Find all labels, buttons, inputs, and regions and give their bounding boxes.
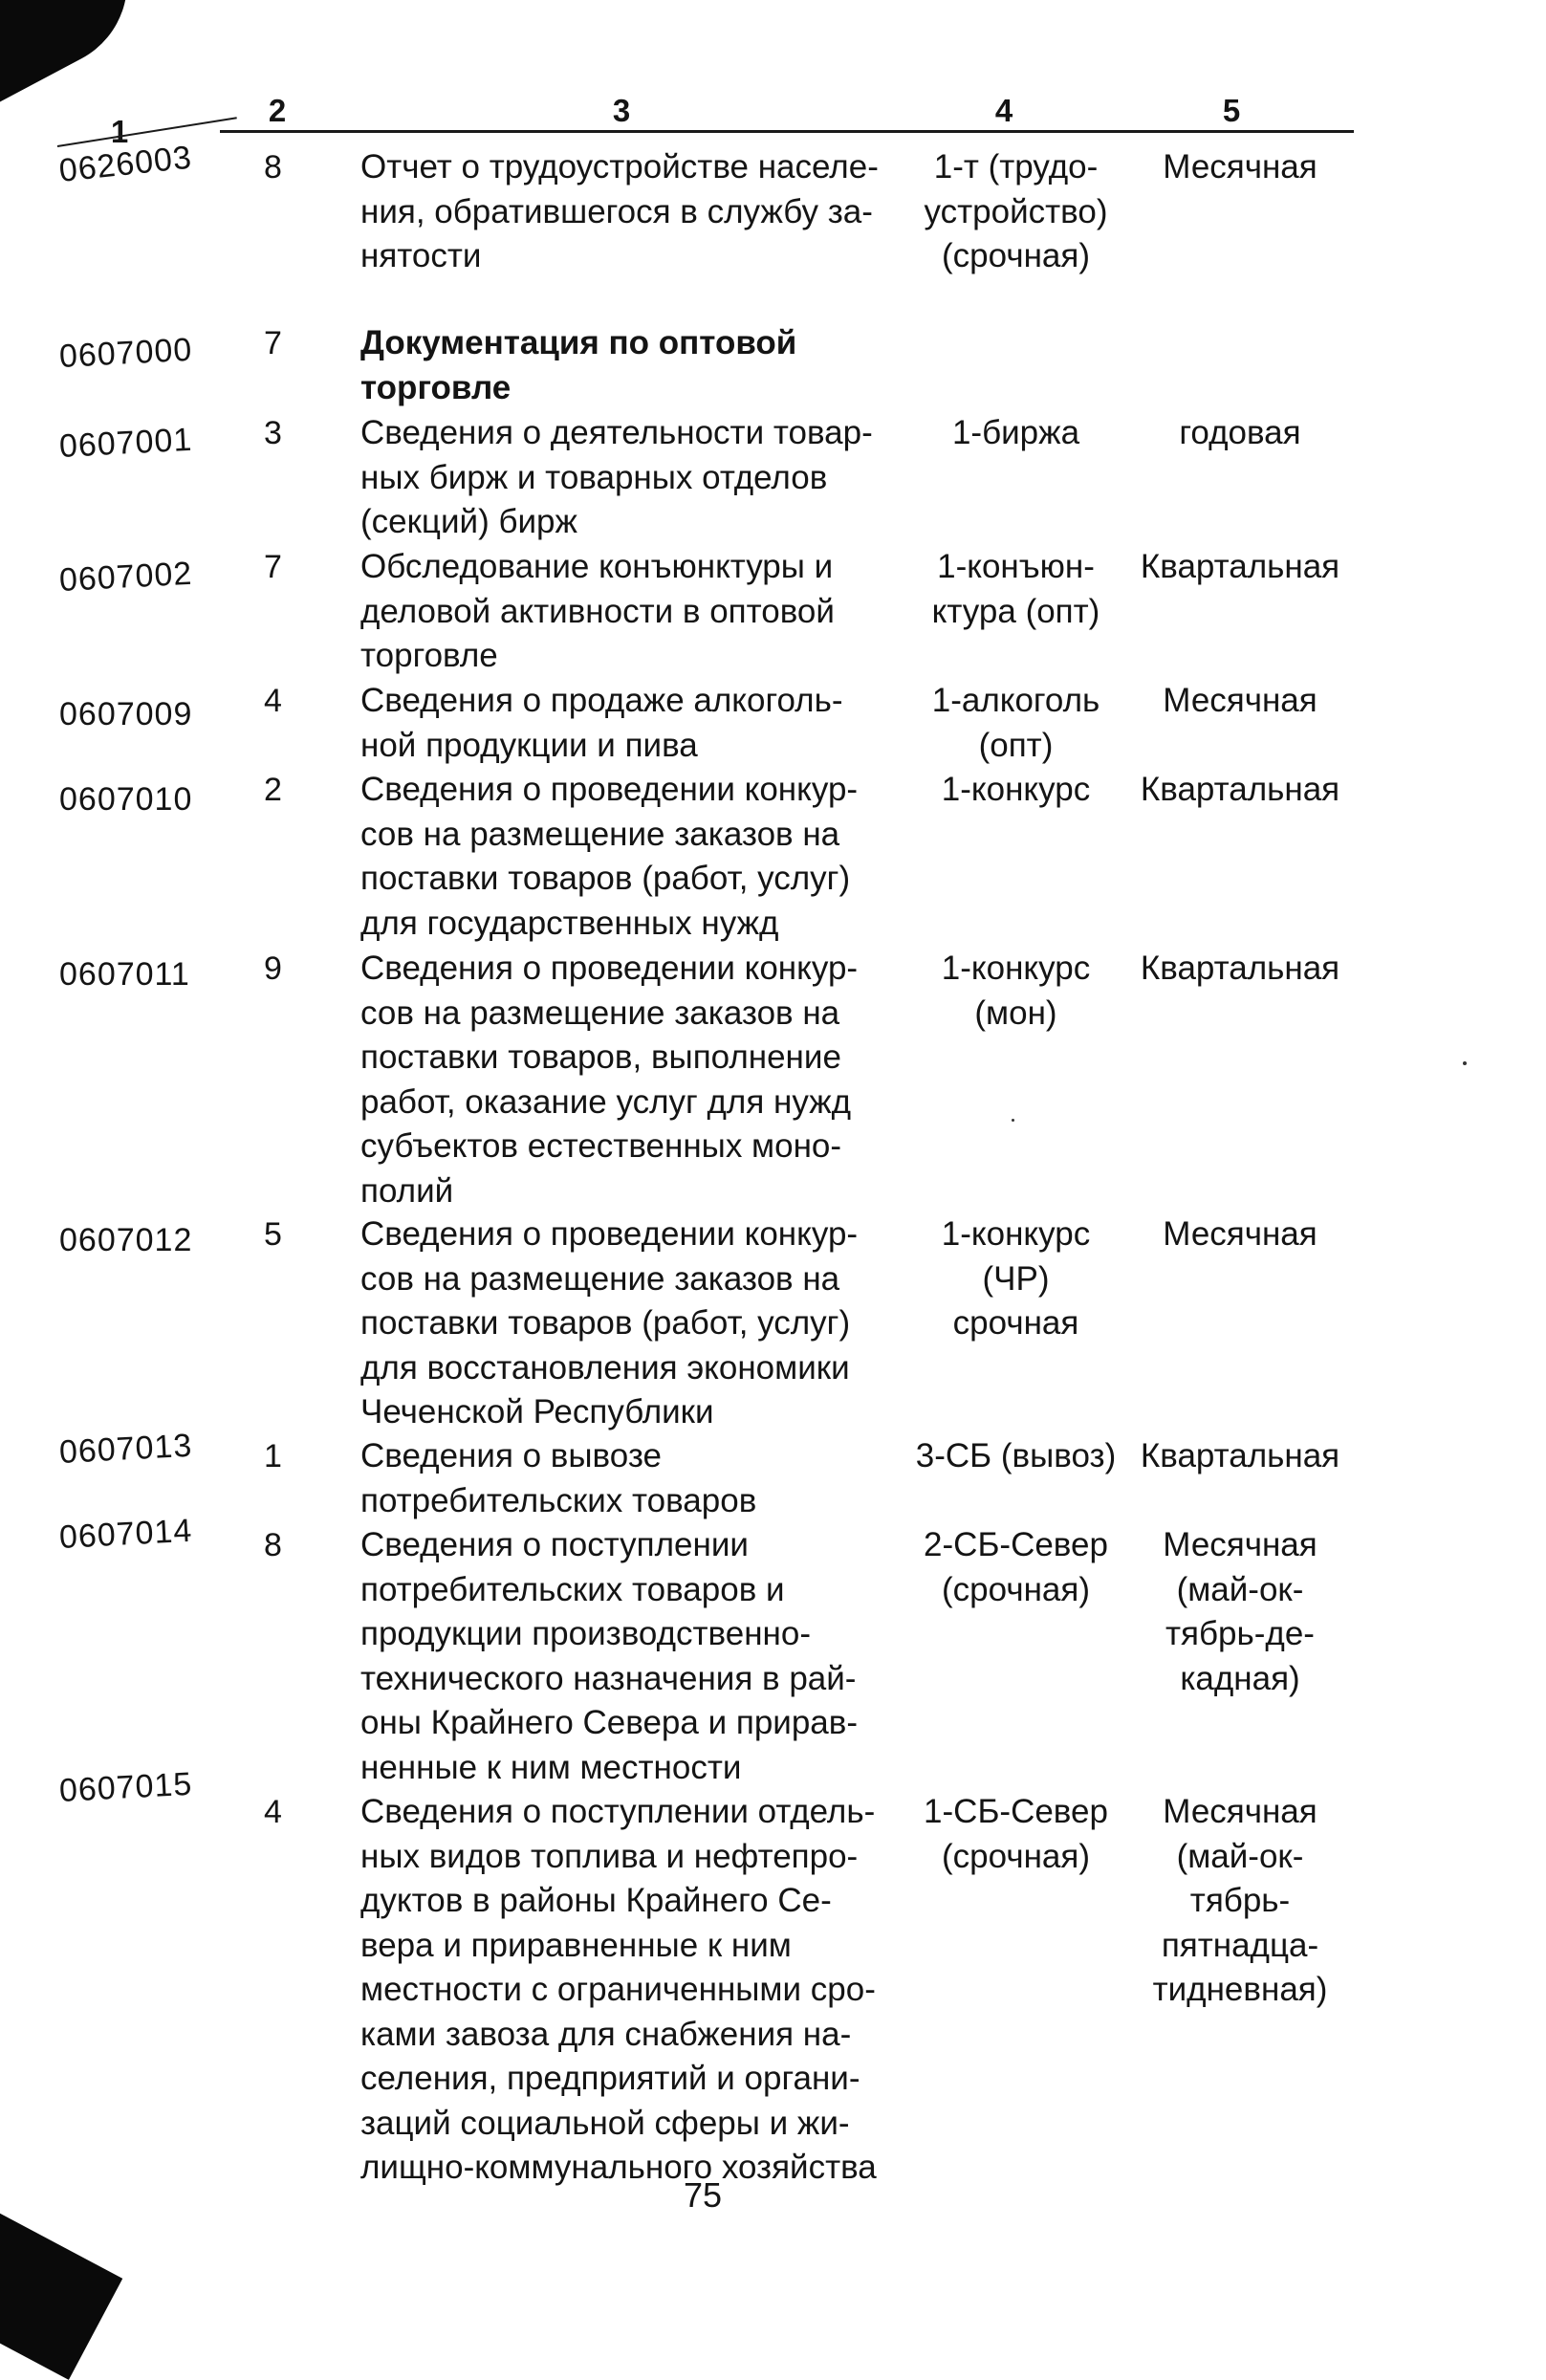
row-code: 0607002 xyxy=(58,555,194,599)
row-description: Сведения о продаже алкоголь- ной продукции и пива xyxy=(360,682,843,764)
column-header-4: 4 xyxy=(994,93,1013,128)
row-code: 0607013 xyxy=(58,1427,194,1471)
row-period: Месячная (май-ок- тябрь-де- кадная) xyxy=(1163,1526,1317,1697)
row-number: 8 xyxy=(264,149,282,186)
row-description: Отчет о трудоустройстве населе- ния, обратившегося в службу за- нятости xyxy=(360,148,879,274)
header-rule xyxy=(220,130,1354,133)
row-code: 0607001 xyxy=(58,421,194,465)
row-code: 0607015 xyxy=(58,1765,194,1809)
row-number: 7 xyxy=(264,549,282,585)
row-form: 1-СБ-Север (срочная) xyxy=(924,1793,1108,1875)
row-period: Квартальная xyxy=(1140,1437,1340,1474)
row-form: 1-конкурс (ЧР) срочная xyxy=(941,1215,1091,1342)
row-form: 1-биржа xyxy=(951,414,1080,451)
row-number: 4 xyxy=(264,1794,282,1830)
row-code: 0607014 xyxy=(58,1512,194,1556)
row-description: Сведения о деятельности товар- ных бирж и товарных отделов (секций) бирж xyxy=(360,414,873,540)
row-code: 0607011 xyxy=(59,956,190,993)
row-description: Сведения о поступлении отдель- ных видов топлива и нефтепро- дуктов в районы Крайнего Се- вера и приравненные к ним местности с ограниченными сро- ками завоза для снабжения на- селения, предприятий и органи- заций социальной сферы и жи- лищно-коммунального хозяйства xyxy=(360,1793,877,2186)
scan-speck xyxy=(1012,1119,1014,1122)
row-period: Месячная xyxy=(1163,682,1317,719)
row-number: 7 xyxy=(264,325,282,361)
row-form: 1-т (трудо- устройство) (срочная) xyxy=(924,148,1108,274)
scan-speck xyxy=(1463,1061,1467,1065)
page-number: 75 xyxy=(683,2175,723,2215)
row-form: 1-конкурс (мон) xyxy=(941,950,1091,1032)
row-form: 1-алкоголь (опт) xyxy=(931,682,1100,764)
row-code: 0607010 xyxy=(59,781,193,818)
row-number: 5 xyxy=(264,1216,282,1253)
row-form: 3-СБ (вывоз) xyxy=(915,1437,1117,1474)
row-period: Квартальная xyxy=(1140,771,1340,808)
row-number: 1 xyxy=(264,1438,282,1474)
scan-shadow-top-left xyxy=(0,0,158,103)
row-code: 0607012 xyxy=(59,1222,193,1258)
row-period: Месячная xyxy=(1163,148,1317,186)
row-number: 4 xyxy=(264,683,282,719)
row-period: Квартальная xyxy=(1140,548,1340,585)
row-description: Обследование конъюнктуры и деловой активности в оптовой торговле xyxy=(360,548,835,674)
row-form: 1-конкурс xyxy=(941,771,1091,808)
row-description: Сведения о поступлении потребительских товаров и продукции производственно- технического назначения в рай- оны Крайнего Севера и прирав- ненные к ним местности xyxy=(360,1526,859,1786)
row-form: 1-конъюн- ктура (опт) xyxy=(931,548,1100,630)
row-period: годовая xyxy=(1179,414,1301,451)
row-number: 9 xyxy=(264,950,282,987)
row-number: 2 xyxy=(264,772,282,808)
row-description: Сведения о проведении конкур- сов на размещение заказов на поставки товаров, выполнение работ, оказание услуг для нужд субъектов естественных моно- полий xyxy=(360,950,859,1210)
scan-shadow-bottom-left xyxy=(0,2202,122,2380)
row-period: Квартальная xyxy=(1140,950,1340,987)
row-description: Сведения о вывозе потребительских товаров xyxy=(360,1437,757,1519)
section-heading: Документация по оптовой торговле xyxy=(360,324,797,406)
column-header-5: 5 xyxy=(1222,93,1241,128)
row-code: 0626003 xyxy=(57,139,194,189)
row-period: Месячная xyxy=(1163,1215,1317,1253)
row-description: Сведения о проведении конкур- сов на размещение заказов на поставки товаров (работ, услуг) для восстановления экономики Чеченской Республики xyxy=(360,1215,859,1430)
column-header-3: 3 xyxy=(612,93,631,128)
row-form: 2-СБ-Север (срочная) xyxy=(924,1526,1108,1608)
row-code: 0607009 xyxy=(59,696,193,732)
row-description: Сведения о проведении конкур- сов на размещение заказов на поставки товаров (работ, услуг) для государственных нужд xyxy=(360,771,859,942)
row-number: 3 xyxy=(264,415,282,451)
row-period: Месячная (май-ок- тябрь- пятнадца- тидневная) xyxy=(1152,1793,1328,2008)
row-code: 0607000 xyxy=(58,331,194,375)
column-header-1: 1 xyxy=(110,114,129,149)
row-number: 8 xyxy=(264,1527,282,1563)
column-header-2: 2 xyxy=(268,93,287,128)
